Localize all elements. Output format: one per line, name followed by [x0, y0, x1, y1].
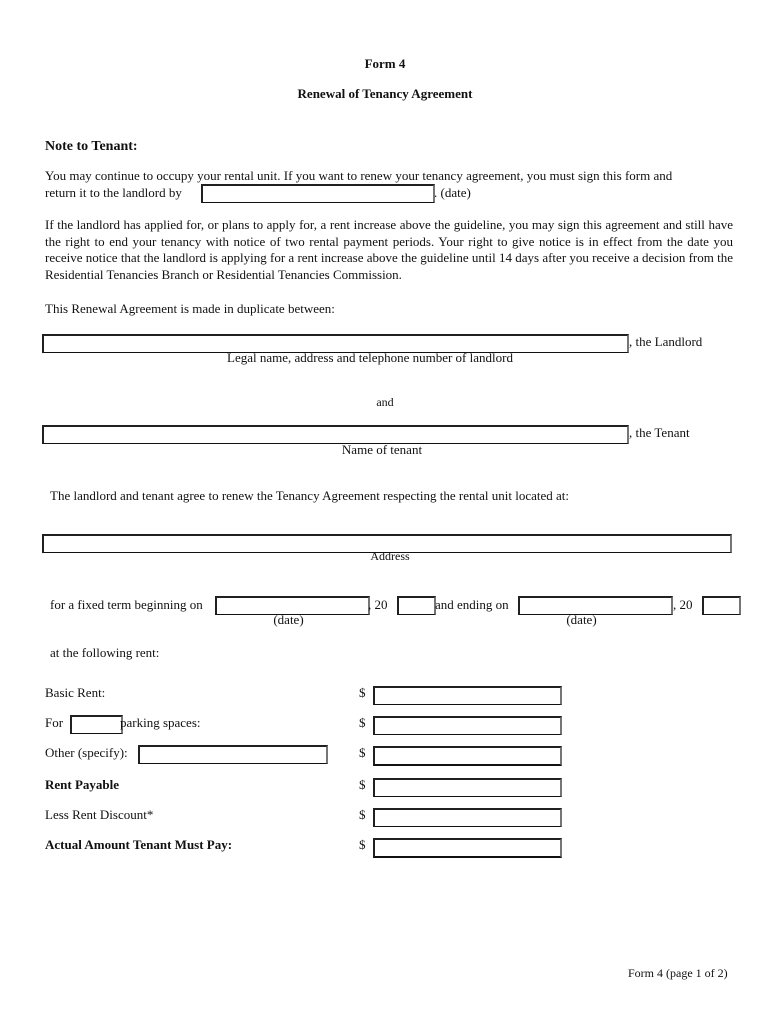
- other-amount-field[interactable]: [373, 746, 562, 766]
- rent-discount-label: Less Rent Discount*: [45, 807, 154, 822]
- return-date-field[interactable]: [201, 184, 435, 203]
- rent-discount-field[interactable]: [373, 808, 562, 827]
- and-text: and: [376, 395, 394, 409]
- parties-intro: This Renewal Agreement is made in duplicate between:: [45, 301, 335, 316]
- agreement-text: The landlord and tenant agree to renew the Tenancy Agreement respecting the rental unit located at:: [50, 488, 569, 503]
- term-end-label: and ending on: [435, 597, 509, 612]
- actual-amount-currency: $: [359, 837, 366, 852]
- parking-spaces-label: parking spaces:: [120, 715, 201, 730]
- note-paragraph-1-line-2-suffix: . (date): [434, 185, 471, 200]
- landlord-caption: Legal name, address and telephone number of landlord: [227, 350, 513, 365]
- parking-currency: $: [359, 715, 366, 730]
- term-begin-year-field[interactable]: [397, 596, 436, 615]
- parking-count-field[interactable]: [70, 715, 123, 734]
- note-paragraph-1-line-2-prefix: return it to the landlord by: [45, 185, 182, 200]
- rent-payable-label: Rent Payable: [45, 777, 120, 792]
- form-number: Form 4: [364, 56, 406, 71]
- other-label: Other (specify):: [45, 745, 128, 760]
- actual-amount-field[interactable]: [373, 838, 562, 858]
- parking-amount-field[interactable]: [373, 716, 562, 735]
- rent-intro: at the following rent:: [50, 645, 160, 660]
- basic-rent-currency: $: [359, 685, 366, 700]
- address-caption: Address: [370, 549, 410, 563]
- basic-rent-label: Basic Rent:: [45, 685, 106, 700]
- term-begin-date-caption: (date): [273, 612, 304, 627]
- term-end-year-field[interactable]: [702, 596, 741, 615]
- page-footer: Form 4 (page 1 of 2): [628, 966, 728, 980]
- note-heading: Note to Tenant:: [45, 139, 138, 154]
- other-currency: $: [359, 745, 366, 760]
- tenant-suffix: , the Tenant: [629, 425, 690, 440]
- rent-discount-currency: $: [359, 807, 366, 822]
- rent-payable-field[interactable]: [373, 778, 562, 797]
- note-paragraph-2: If the landlord has applied for, or plans to apply for, a rent increase above the guideline, you may sign this agreement and still have the right to end your tenancy with notice of two rental payment periods. Your right to give notice is in effect from the date you receive notice that the landlord is applying for a rent increase above the guideline until 14 days after you receive a decision from the Residential Tenancies Branch or Residential Tenancies Commission.: [45, 217, 733, 282]
- rent-payable-currency: $: [359, 777, 366, 792]
- tenant-caption: Name of tenant: [341, 442, 423, 457]
- term-end-date-caption: (date): [566, 612, 597, 627]
- other-specify-field[interactable]: [138, 745, 328, 764]
- parking-for-label: For: [45, 715, 64, 730]
- note-paragraph-1-line-1: You may continue to occupy your rental unit. If you want to renew your tenancy agreement, you must sign this form and: [45, 168, 673, 183]
- landlord-suffix: , the Landlord: [629, 334, 703, 349]
- actual-amount-label: Actual Amount Tenant Must Pay:: [45, 837, 233, 852]
- term-begin-year-prefix: , 20: [368, 597, 388, 612]
- basic-rent-field[interactable]: [373, 686, 562, 705]
- term-begin-label: for a fixed term beginning on: [50, 597, 203, 612]
- form-title: Renewal of Tenancy Agreement: [297, 86, 473, 101]
- term-end-year-prefix: , 20: [673, 597, 693, 612]
